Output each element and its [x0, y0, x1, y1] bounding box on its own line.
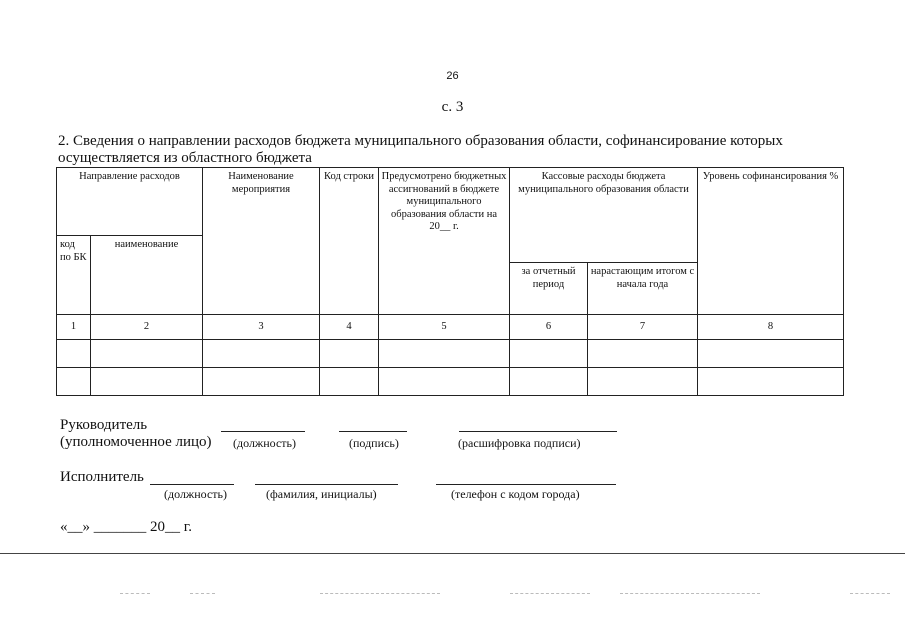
head-signature-caption: (подпись)	[349, 436, 399, 450]
scan-artifact	[620, 593, 760, 594]
table-cell[interactable]	[379, 340, 510, 368]
date-line: «__» _______ 20__ г.	[60, 519, 192, 535]
table-cell[interactable]	[510, 340, 588, 368]
header-code-bk: код по БК	[57, 236, 91, 315]
executor-label: Исполнитель	[60, 469, 144, 485]
column-number: 5	[379, 315, 510, 340]
table-cell[interactable]	[588, 340, 698, 368]
table-cell[interactable]	[57, 340, 91, 368]
column-number-row	[57, 315, 844, 340]
scan-artifact	[850, 593, 890, 594]
scan-artifact	[320, 593, 440, 594]
head-decoding-caption: (расшифровка подписи)	[458, 436, 581, 450]
page-edge-rule	[0, 553, 905, 554]
header-cash: Кассовые расходы бюджета муниципального образования области	[510, 168, 698, 263]
header-direction: Направление расходов	[57, 168, 203, 236]
executor-phone-caption: (телефон с кодом города)	[451, 487, 580, 501]
scan-artifact	[190, 593, 215, 594]
executor-phone-line[interactable]	[436, 484, 616, 485]
table-cell[interactable]	[588, 368, 698, 396]
executor-name-caption: (фамилия, инициалы)	[266, 487, 377, 501]
header-cofin-level: Уровень софинансирования %	[698, 168, 844, 315]
page-number: 26	[446, 70, 459, 82]
head-sublabel: (уполномоченное лицо)	[60, 434, 212, 450]
table-cell[interactable]	[203, 340, 320, 368]
scan-artifact	[120, 593, 150, 594]
section-heading-line-1: 2. Сведения о направлении расходов бюджета муниципального образования области, софинансирование которых	[58, 133, 783, 149]
table-cell[interactable]	[510, 368, 588, 396]
column-number: 7	[588, 315, 698, 340]
executor-name-line[interactable]	[255, 484, 398, 485]
header-row-code: Код строки	[320, 168, 379, 315]
sheet-number: с. 3	[441, 99, 464, 115]
column-number: 4	[320, 315, 379, 340]
expenditure-table	[56, 167, 844, 396]
table-cell[interactable]	[203, 368, 320, 396]
section-heading-line-2: осуществляется из областного бюджета	[58, 150, 312, 166]
head-signature-line[interactable]	[339, 431, 407, 432]
column-number: 3	[203, 315, 320, 340]
table-row	[57, 368, 844, 396]
column-number: 6	[510, 315, 588, 340]
column-number: 8	[698, 315, 844, 340]
table-cell[interactable]	[698, 368, 844, 396]
executor-position-line[interactable]	[150, 484, 234, 485]
head-position-caption: (должность)	[233, 436, 296, 450]
head-decoding-line[interactable]	[459, 431, 617, 432]
header-event-name: Наименование мероприятия	[203, 168, 320, 315]
scan-artifact	[510, 593, 590, 594]
head-label: Руководитель	[60, 417, 148, 433]
head-position-line[interactable]	[221, 431, 305, 432]
column-number: 1	[57, 315, 91, 340]
table-cell[interactable]	[379, 368, 510, 396]
header-cash-period: за отчетный период	[510, 263, 588, 315]
column-number: 2	[91, 315, 203, 340]
section-heading	[58, 133, 843, 167]
executor-position-caption: (должность)	[164, 487, 227, 501]
table-cell[interactable]	[91, 368, 203, 396]
table-cell[interactable]	[320, 368, 379, 396]
table-cell[interactable]	[698, 340, 844, 368]
header-cash-cumulative: нарастающим итогом с начала года	[588, 263, 698, 315]
header-planned: Предусмотрено бюджетных ассигнований в бюджете муниципального образования области на 20__ г.	[379, 168, 510, 315]
header-name: наименование	[91, 236, 203, 315]
table-cell[interactable]	[320, 340, 379, 368]
table-cell[interactable]	[91, 340, 203, 368]
table-cell[interactable]	[57, 368, 91, 396]
table-row	[57, 340, 844, 368]
